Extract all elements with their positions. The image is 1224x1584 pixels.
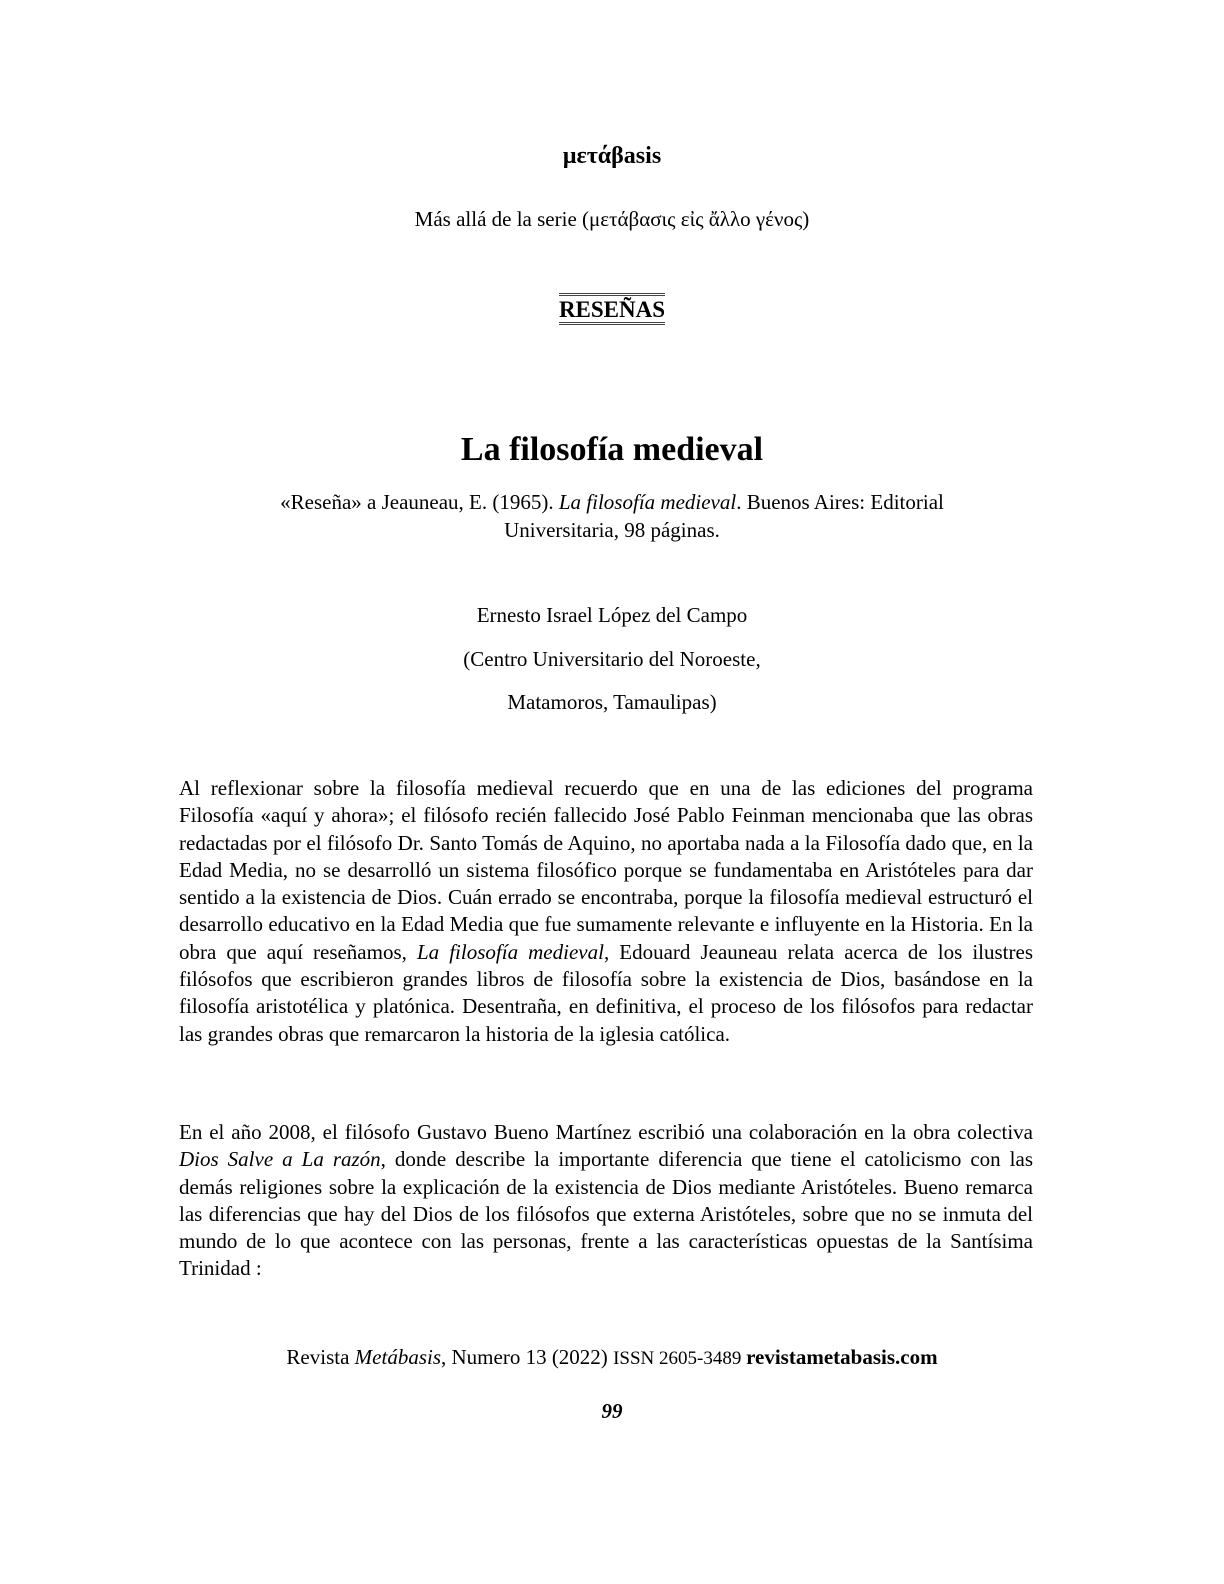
footer-issn: ISSN 2605-3489 — [613, 1348, 747, 1369]
book-reference — [222, 488, 1002, 544]
paragraph1-text-a: Al reflexionar sobre la filosofía medieval recuerdo que en una de las ediciones del programa Filosofía «aquí y ahora»; el filósofo recién fallecido José Pablo Feinman mencionaba que las obras redactadas por el filósofo Dr. Santo Tomás de Aquino, no aportaba nada a la Filosofía dado que, en la Edad Media, no se desarrolló un sistema filosófico porque se fundamentaba en Aristóteles para dar sentido a la existencia de Dios. Cuán errado se encontraba, porque la filosofía medieval estructuró el desarrollo educativo en la Edad Media que fue sumamente relevante e influyente en la Historia. En la obra que aquí reseñamos, — [179, 776, 1033, 964]
page-footer — [0, 1345, 1224, 1370]
journal-name: μετάβasis — [562, 143, 662, 169]
paragraph2-work-title: Dios Salve a La razón — [179, 1147, 381, 1172]
footer-website: revistametabasis.com — [746, 1345, 938, 1369]
article-title: La filosofía medieval — [460, 431, 764, 468]
reference-suffix: . Buenos Aires: Editorial Universitaria, 98 páginas. — [504, 490, 944, 542]
body-paragraph-1 — [179, 775, 1033, 1048]
reference-prefix: «Reseña» a Jeauneau, E. (1965). — [280, 490, 559, 514]
paragraph2-text-a: En el año 2008, el filósofo Gustavo Bueno Martínez escribió una colaboración en la obra colectiva — [179, 1120, 1033, 1144]
paragraph1-book-title: La filosofía medieval — [416, 939, 604, 964]
paragraph2-text-b: , donde describe la importante diferencia que tiene el catolicismo con las demás religiones sobre la explicación de la existencia de Dios mediante Aristóteles. Bueno remarca las diferencias que hay del Dios de los filósofos que externa Aristóteles, sobre que no se inmuta del mundo de lo que acontece con las personas, frente a las características opuestas de la Santísima Trinidad : — [179, 1147, 1033, 1281]
series-subtitle: Más allá de la serie (μετάβασις εἰς ἄλλο γένος) — [414, 207, 810, 231]
author-affiliation-line1: (Centro Universitario del Noroeste, — [463, 647, 761, 671]
author-name: Ernesto Israel López del Campo — [476, 603, 748, 627]
footer-issue: , Numero 13 (2022) — [441, 1345, 614, 1369]
author-affiliation-line2: Matamoros, Tamaulipas) — [507, 690, 717, 714]
section-label: RESEÑAS — [559, 293, 665, 325]
footer-journal: Metábasis — [354, 1345, 441, 1369]
paragraph1-text-b: , Edouard Jeauneau relata acerca de los ilustres filósofos que escribieron grandes libros de filosofía sobre la existencia de Dios, basándose en la filosofía aristotélica y platónica. Desentraña, en definitiva, el proceso de los filósofos para redactar las grandes obras que remarcaron la historia de la iglesia católica. — [179, 939, 1033, 1046]
footer-prefix: Revista — [286, 1345, 355, 1369]
page-number: 99 — [601, 1399, 623, 1423]
body-paragraph-2 — [179, 1119, 1033, 1283]
reference-book-title: La filosofía medieval — [558, 490, 737, 514]
section-heading — [0, 293, 1224, 325]
